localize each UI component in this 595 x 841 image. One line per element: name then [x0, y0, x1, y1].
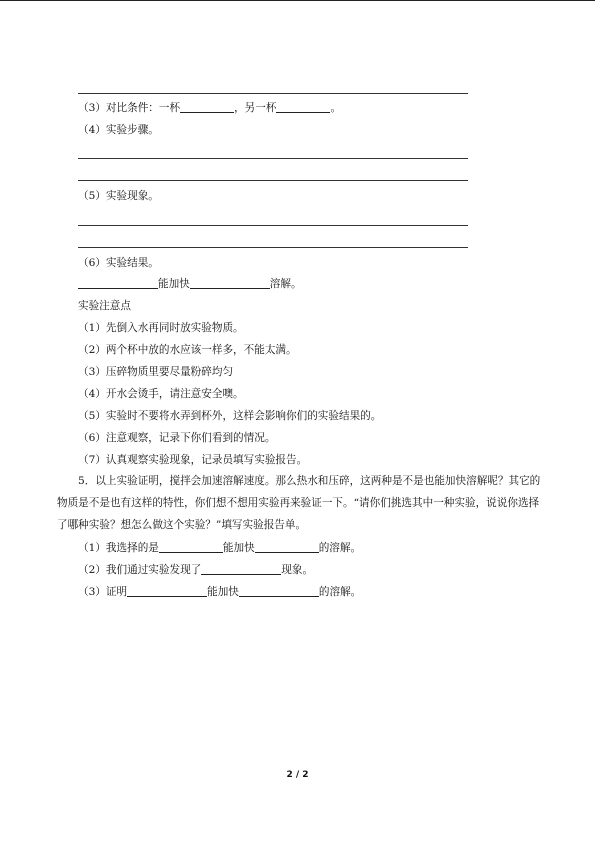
- note-item: （7）认真观察实验现象，记录员填写实验报告。: [78, 454, 308, 466]
- answer-line: [78, 225, 468, 226]
- item-6-result: （6）实验结果。: [78, 257, 159, 269]
- note-item: （1）先倒入水再同时放实验物质。: [78, 322, 244, 334]
- fill-blank[interactable]: [78, 277, 158, 289]
- note-item: （3）压碎物质里要尽量粉碎均匀: [78, 366, 234, 378]
- item-3-contrast-condition: （3）对比条件：一杯 ，另一杯 。: [78, 102, 342, 114]
- question-5-paragraph: 5．以上实验证明，搅拌会加速溶解速度。那么热水和压碎，这两种是不是也能加快溶解呢？其它的物质是不是也有这样的特性，你们想不想用实验再来验证一下。“请你们挑选其中一种实验，说说你选择了哪种实验？想怎么做这个实验？”填写实验报告单。: [57, 475, 541, 531]
- answer-line: [78, 158, 468, 159]
- q5-answer-3: （3）证明 能加快 的溶解。: [78, 586, 362, 598]
- fill-blank[interactable]: [159, 541, 223, 553]
- note-item: （5）实验时不要将水弄到杯外，这样会影响你们的实验结果的。: [78, 410, 382, 422]
- fill-blank[interactable]: [255, 541, 319, 553]
- q5-answer-2: （2）我们通过实验发现了 现象。: [78, 564, 314, 576]
- fill-blank[interactable]: [239, 585, 319, 597]
- answer-line: [78, 93, 468, 94]
- q5-answer-1: （1）我选择的是 能加快 的溶解。: [78, 542, 362, 554]
- fill-blank[interactable]: [190, 277, 270, 289]
- result-fill-line: 能加快 溶解。: [78, 277, 302, 291]
- fill-blank[interactable]: [276, 101, 330, 113]
- page-top-border: [0, 0, 595, 1]
- note-item: （2）两个杯中放的水应该一样多，不能太满。: [78, 344, 297, 356]
- item-4-steps: （4）实验步骤。: [78, 124, 159, 136]
- page-number: 2 / 2: [286, 770, 309, 780]
- fill-blank[interactable]: [127, 585, 207, 597]
- note-item: （6）注意观察，记录下你们看到的情况。: [78, 432, 276, 444]
- notes-heading: 实验注意点: [78, 300, 131, 312]
- item-5-phenomenon: （5）实验现象。: [78, 190, 159, 202]
- answer-line: [78, 247, 468, 248]
- answer-line: [78, 180, 468, 181]
- fill-blank[interactable]: [180, 101, 234, 113]
- note-item: （4）开水会烫手，请注意安全噢。: [78, 388, 244, 400]
- fill-blank[interactable]: [201, 563, 281, 575]
